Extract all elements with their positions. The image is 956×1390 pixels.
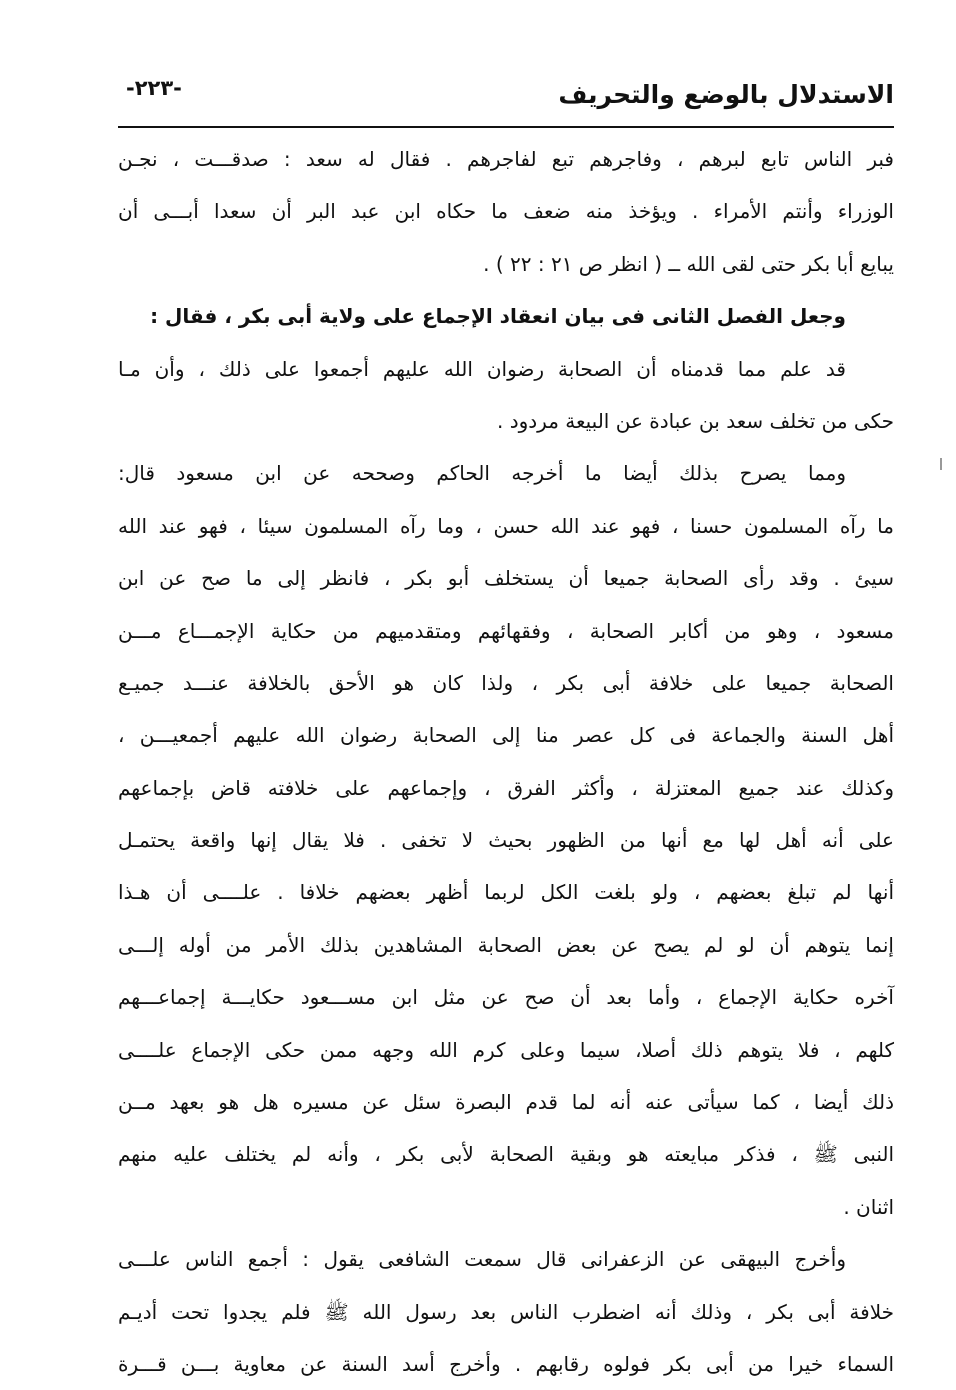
text-line: وأخرج البيهقى عن الزعفرانى قال سمعت الشافعى يقول : أجمع الناس علـــى xyxy=(118,1247,846,1272)
text-line: آخره حكاية الإجماع ، وأما بعد أن صح عن مثل ابن مســـعود حكايـــة إجماعـــهم xyxy=(118,985,894,1010)
text-line: الوزراء وأنتم الأمراء . ويؤخذ منه ضعف ما حكاه ابن عبد البر أن سعدا أبـــى أن xyxy=(118,199,894,224)
text-line: فبر الناس تابع لبرهم ، وفاجرهم تبع لفاجرهم . فقال له سعد : صدقـــت ، نجـن xyxy=(118,147,894,171)
text-line: ومما يصرح بذلك أيضا ما أخرجه الحاكم وصححه عن ابن مسعود قال: xyxy=(118,461,846,486)
text-line: على أنه أهل لها مع أنها من الظهور بحيث لا تخفى . فلا يقال إنها واقعة يحتمـل xyxy=(118,828,894,853)
header-divider xyxy=(118,126,894,128)
body-text xyxy=(118,133,894,1390)
text-line: اثنان . xyxy=(843,1194,894,1219)
text-line: ذلك أيضا ، كما سيأتى عنه أنه لما قدم البصرة سئل عن مسيره هل هو بعهد مــن xyxy=(118,1090,894,1115)
page-header xyxy=(118,68,894,124)
text-line: وكذلك عند جميع المعتزلة ، وأكثر الفرق ، وإجماعهم على خلافته قاض بإجماعهم xyxy=(118,775,894,800)
text-line: السماء خيرا من أبى بكر فولوه رقابهم . وأخرج أسد السنة عن معاوية بـــن قـــرة xyxy=(118,1351,894,1376)
text-line: حكى من تخلف سعد بن عبادة عن البيعة مردود . xyxy=(496,408,894,433)
margin-mark xyxy=(940,458,942,470)
running-title: الاستدلال بالوضع والتحريف xyxy=(558,80,894,109)
text-line: ما رآه المسلمون حسنا ، فهو عند الله حسن ، وما رآه المسلمون سيئا ، فهو عند الله xyxy=(118,513,894,538)
text-line: كلهم ، فلا يتوهم ذلك أصلا، سيما وعلى كرم الله وجهه ممن حكى الإجماع علــــى xyxy=(118,1037,894,1062)
text-line: أنها لم تبلغ بعضهم ، ولو بلغت الكل لربما أظهر بعضهم خلافا . علــــى أن هـذا xyxy=(118,880,894,905)
text-line: قد علم مما قدمناه أن الصحابة رضوان الله عليهم أجمعوا على ذلك ، وأن مـا xyxy=(118,356,846,381)
text-line: خلافة أبى بكر ، وذلك أنه اضطرب الناس بعد رسول الله ﷺ فلم يجدوا تحت أديـم xyxy=(118,1299,894,1324)
page-number: -٢٢٣- xyxy=(126,76,182,100)
text-line: سيئ . وقد رأى الصحابة جميعا أن يستخلف أبو بكر ، فانظر إلى ما صح عن ابن xyxy=(118,566,894,591)
text-line: النبى ﷺ ، فذكر مبايعته هو وبقية الصحابة لأبى بكر ، وأنه لم يختلف عليه منهم xyxy=(118,1142,894,1167)
text-line: أهل السنة والجماعة فى كل عصر منا إلى الصحابة رضوان الله عليهم أجمعيـــن ، xyxy=(118,723,894,748)
section-heading-line: وجعل الفصل الثانى فى بيان انعقاد الإجماع على ولاية أبى بكر ، فقال : xyxy=(150,304,846,329)
text-line: الصحابة جميعا على خلافة أبى بكر ، ولذا كان هو الأحق بالخلافة عنـــد جميـع xyxy=(118,670,894,695)
text-line: مسعود ، وهو من أكابر الصحابة ، وفقهائهم ومتقدميهم من حكاية الإجمـــاع مـــن xyxy=(118,618,894,643)
text-line: يبايع أبا بكر حتى لقى الله ــ ( انظر ص ٢١ : ٢٢ ) . xyxy=(483,251,894,276)
text-line: إنما يتوهم أن لو لم يصح عن بعض الصحابة المشاهدين بذلك الأمر من أوله إلـــى xyxy=(118,932,894,957)
